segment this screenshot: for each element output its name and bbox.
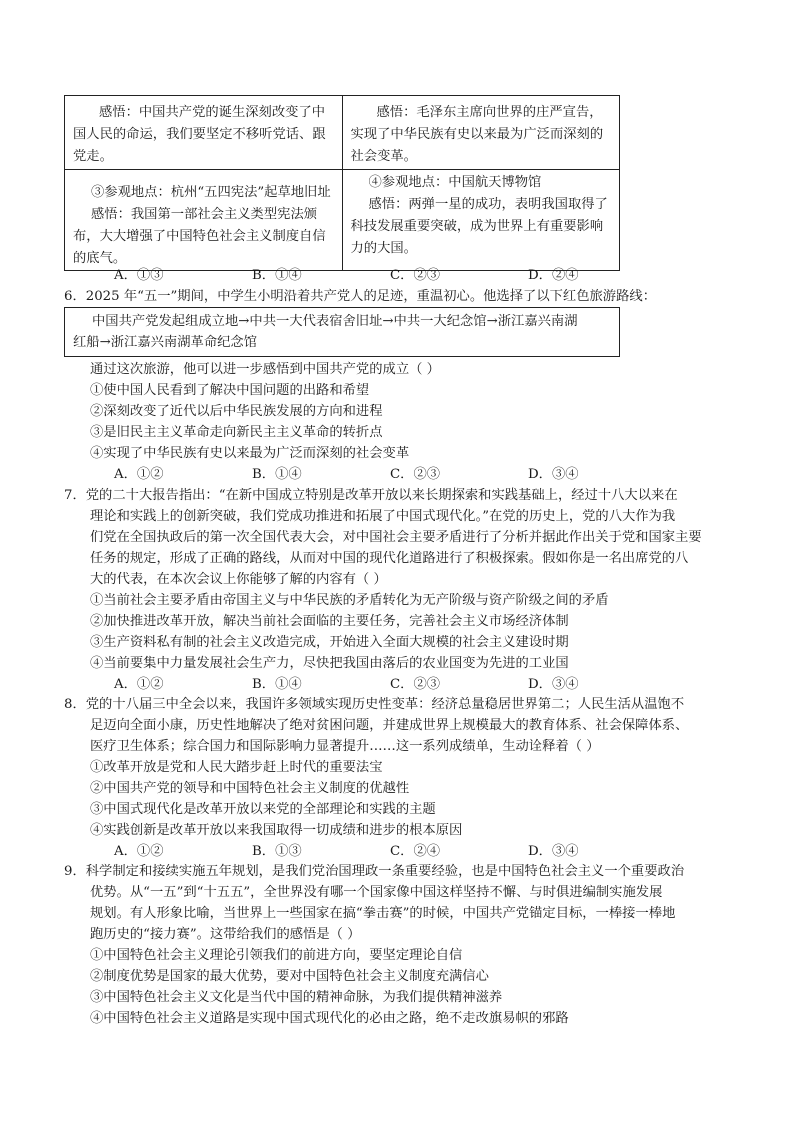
- option[interactable]: D．②④: [528, 268, 579, 283]
- option[interactable]: B．①④: [252, 677, 302, 692]
- q7-line: 7．党的二十大报告指出：“在新中国成立特别是改革开放以来长期探索和实践基础上，经过十八大以来在: [64, 488, 678, 503]
- q9-item: ①中国特色社会主义理论引领我们的前进方向，要坚定理论自信: [90, 948, 463, 963]
- q9-line: 9．科学制定和接续实施五年规划，是我们党治国理政一条重要经验，也是中国特色社会主义一个重要政治: [64, 864, 685, 879]
- q8-item: ②中国共产党的领导和中国特色社会主义制度的优越性: [90, 781, 410, 796]
- q8-line: 医疗卫生体系；综合国力和国际影响力显著提升……这一系列成绩单，生动诠释着（ ）: [90, 739, 600, 754]
- option[interactable]: C．②③: [390, 268, 441, 283]
- q6-item: ②深刻改变了近代以后中华民族发展的方向和进程: [90, 404, 383, 419]
- option[interactable]: D．③④: [528, 844, 579, 859]
- cell-text: ③参观地点：杭州“五四宪法”起草地旧址: [91, 185, 331, 200]
- route-box: [64, 307, 620, 357]
- q6-item: ③是旧民主主义革命走向新民主主义革命的转折点: [90, 425, 383, 440]
- cell-text: 感悟：毛泽东主席向世界的庄严宣告，实现了中华民族有史以来最为广泛而深刻的社会变革。: [350, 105, 604, 164]
- cell-text: ④参观地点：中国航天博物馆: [368, 175, 542, 190]
- table-cell: [65, 170, 343, 271]
- option[interactable]: C．②④: [390, 844, 441, 859]
- q6-ask: 通过这次旅游，他可以进一步感悟到中国共产党的成立（ ）: [90, 362, 440, 377]
- q8-line: 8．党的十八届三中全会以来，我国许多领域实现历史性变革：经济总量稳居世界第二；人民生活从温饱不: [64, 697, 685, 712]
- option[interactable]: A．①②: [114, 844, 164, 859]
- table-cell: [65, 96, 343, 170]
- q9-item: ④中国特色社会主义道路是实现中国式现代化的必由之路，绝不走改旗易帜的邪路: [90, 1011, 569, 1026]
- q9-item: ③中国特色社会主义文化是当代中国的精神命脉，为我们提供精神滋养: [90, 990, 503, 1005]
- option[interactable]: C．②③: [390, 677, 441, 692]
- q9-item: ②制度优势是国家的最大优势，要对中国特色社会主义制度充满信心: [90, 969, 489, 984]
- q8-item: ③中国式现代化是改革开放以来党的全部理论和实践的主题: [90, 802, 436, 817]
- option[interactable]: C．②③: [390, 467, 441, 482]
- q9-line: 优势。从“一五”到“十五五”，全世界没有哪一个国家像中国这样坚持不懈、与时俱进编制实施发展: [90, 885, 663, 900]
- route-line: 红船→浙江嘉兴南湖革命纪念馆: [73, 335, 258, 350]
- q8-item: ④实践创新是改革开放以来我国取得一切成绩和进步的根本原因: [90, 823, 463, 838]
- q5-options: [114, 266, 579, 286]
- q8-line: 足迈向全面小康，历史性地解决了绝对贫困问题，并建成世界上规模最大的教育体系、社会保障体系、: [90, 718, 689, 733]
- option[interactable]: D．③④: [528, 467, 579, 482]
- q7-line: 理论和实践上的创新突破，我们党成功推进和拓展了中国式现代化。”在党的历史上，党的八大作为我: [90, 509, 676, 524]
- option[interactable]: A．①②: [114, 677, 164, 692]
- cell-text: 感悟：两弹一星的成功，表明我国取得了科技发展重要突破，成为世界上有重要影响力的大国。: [350, 197, 608, 256]
- q9-line: 规划。有人形象比喻，当世界上一些国家在搞“拳击赛”的时候，中国共产党锚定目标，一棒接一棒地: [90, 906, 676, 921]
- q7-item: ③生产资料私有制的社会主义改造完成，开始进入全面大规模的社会主义建设时期: [90, 635, 569, 650]
- q7-item: ①当前社会主要矛盾由帝国主义与中华民族的矛盾转化为无产阶级与资产阶级之间的矛盾: [90, 593, 609, 608]
- q6-item: ①使中国人民看到了解决中国问题的出路和希望: [90, 383, 370, 398]
- q7-options: [114, 675, 579, 695]
- table-cell: [342, 96, 620, 170]
- cell-text: 感悟：我国第一部社会主义类型宪法颁布，大大增强了中国特色社会主义制度自信的底气。: [73, 207, 326, 266]
- q9-line: 跑历史的“接力赛”。这带给我们的感悟是（ ）: [90, 927, 361, 942]
- option[interactable]: B．①③: [252, 844, 302, 859]
- cell-text: 感悟：中国共产党的诞生深刻改变了中国人民的命运，我们要坚定不移听党话、跟党走。: [73, 105, 326, 164]
- q7-line: 们党在全国执政后的第一次全国代表大会，对中国社会主要矛盾进行了分析并据此作出关于党和国家主要: [90, 530, 702, 545]
- option[interactable]: A．①③: [114, 268, 164, 283]
- q7-item: ④当前要集中力量发展社会生产力，尽快把我国由落后的农业国变为先进的工业国: [90, 656, 569, 671]
- q7-line: 大的代表，在本次会议上你能够了解的内容有（ ）: [90, 572, 387, 587]
- route-line: 中国共产党发起组成立地→中共一大代表宿舍旧址→中共一大纪念馆→浙江嘉兴南湖: [92, 314, 578, 329]
- q7-item: ②加快推进改革开放，解决当前社会面临的主要任务，完善社会主义市场经济体制: [90, 614, 569, 629]
- table-cell: [342, 170, 620, 271]
- option[interactable]: B．①④: [252, 467, 302, 482]
- q6-options: [114, 465, 579, 485]
- q8-item: ①改革开放是党和人民大踏步赶上时代的重要法宝: [90, 760, 383, 775]
- q6-stem: 6．2025 年“五一”期间，中学生小明沿着共产党人的足迹，重温初心。他选择了以下红色旅游路线：: [64, 289, 656, 304]
- visit-table: [64, 95, 620, 271]
- q6-item: ④实现了中华民族有史以来最为广泛而深刻的社会变革: [90, 446, 410, 461]
- option[interactable]: D．③④: [528, 677, 579, 692]
- q7-line: 任务的规定，形成了正确的路线，从而对中国的现代化道路进行了积极探索。假如你是一名出席党的八: [90, 551, 689, 566]
- option[interactable]: A．①②: [114, 467, 164, 482]
- option[interactable]: B．①④: [252, 268, 302, 283]
- q8-options: [114, 842, 579, 862]
